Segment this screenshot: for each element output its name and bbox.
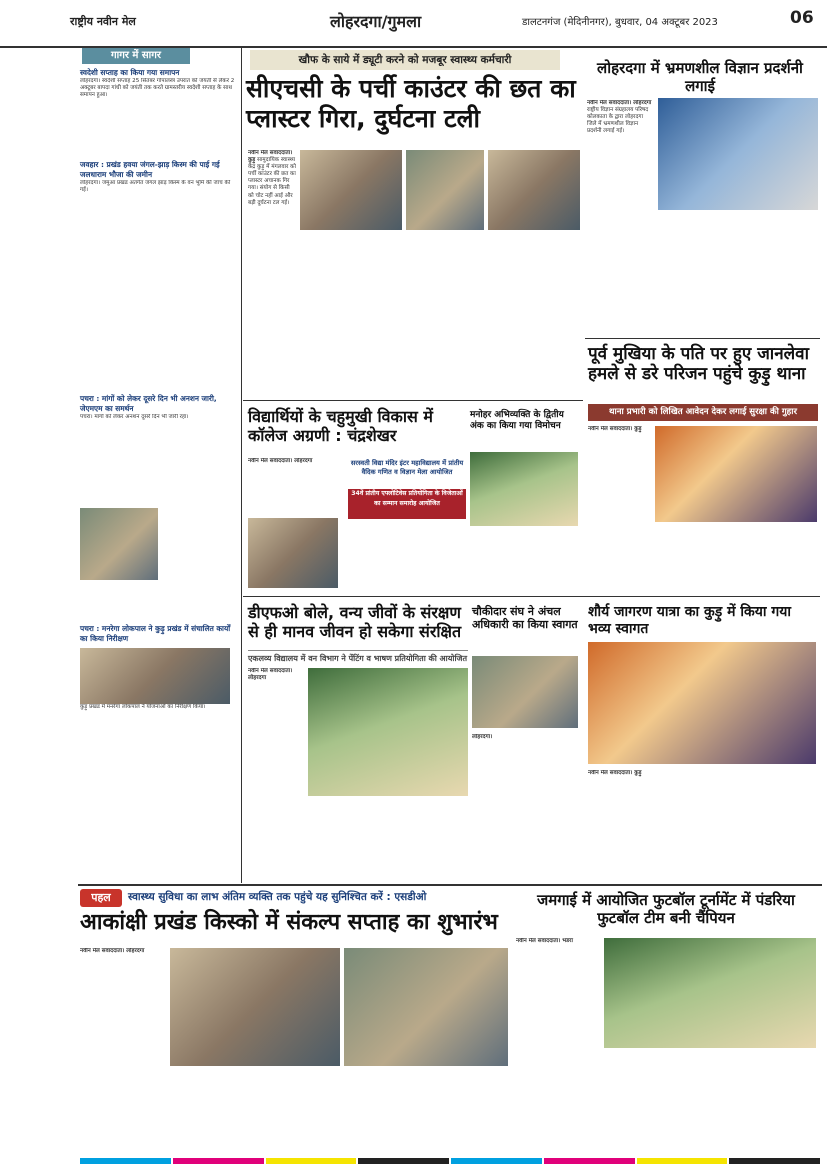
sidebar-body: पचरा। मांगों को लेकर अनशन दूसरे दिन भी जारी रहा। — [80, 414, 189, 420]
lead-headline: सीएचसी के पर्ची काउंटर की छत का प्लास्टर गिरा, दुर्घटना टली — [246, 74, 576, 133]
mukhiya-sub: थाना प्रभारी को लिखित आवेदन देकर लगाई सुरक्षा की गुहार — [588, 404, 818, 421]
chowkidar-headline: चौकीदार संघ ने अंचल अधिकारी का किया स्वागत — [472, 605, 578, 631]
sidebar-body: लोहरदगा। स्वदेशी सप्ताह 25 सितंबर गोपालस्त्र उपरांत को जयंती से लेकर 2 अक्टूबर बापदा गांधी को जयंती तक करते ग्रामस्तरीय स्वदेशी सप्ताह के साथ समापन हुआ। — [80, 78, 235, 99]
dfo-sub: एकलव्य विद्यालय में वन विभाग ने पेंटिंग व भाषण प्रतियोगिता की आयोजित — [248, 650, 468, 664]
color-swatch — [80, 1158, 171, 1164]
sidebar-header: गागर में सागर — [82, 48, 190, 64]
color-swatch — [729, 1158, 820, 1164]
students-sub2: 34वें प्रांतीय एफ्लोटिवेस प्रतियोगिता के विजेताओं का सम्मान समारोह आयोजित — [348, 489, 466, 519]
manohar-photo — [470, 452, 578, 526]
sidebar-headline: पचरा : मनरेगा लोकपाल ने कुड़ु प्रखंड में संचालित कार्यों का किया निरीक्षण — [80, 624, 231, 643]
color-swatch — [266, 1158, 357, 1164]
sidebar-body: लोहरदगा। जमुआ प्रखंड अंतर्गत जंगल झाड़ किस्म के वन भूमि की जांच की गई। — [80, 180, 231, 194]
divider — [585, 338, 820, 339]
color-swatch — [637, 1158, 728, 1164]
byline: नवीन मेल संवाददाता। लोहरदगा — [80, 948, 145, 954]
dfo-body — [248, 668, 304, 878]
kisko-headline: आकांक्षी प्रखंड किस्को में संकल्प सप्ताह का शुभारंभ — [80, 910, 498, 935]
science-headline: लोहरदगा में भ्रमणशील विज्ञान प्रदर्शनी लगाई — [597, 59, 803, 95]
lead-photo — [488, 150, 580, 230]
byline: नवीन मेल संवाददाता। कुड़ु — [248, 150, 293, 164]
manohar-headline: मनोहर अभिव्यक्ति के द्वितीय अंक का किया गया विमोचन — [470, 410, 564, 431]
section-title: लोहरदगा/गुमला — [330, 12, 422, 31]
color-registration-bar — [80, 1158, 820, 1164]
pahal-badge: पहल — [80, 889, 122, 907]
sidebar-body: कुड़ु प्रखंड में मनरेगा लोकपाल ने योजनाओं का निरीक्षण किया। — [80, 704, 206, 710]
color-swatch — [451, 1158, 542, 1164]
students-photo — [248, 518, 338, 588]
kisko-photo — [344, 948, 508, 1066]
bottom-strip-text: स्वास्थ्य सुविधा का लाभ अंतिम व्यक्ति तक पहुंचे यह सुनिश्चित करें : एसडीओ — [128, 891, 427, 903]
page-number: 06 — [790, 8, 814, 28]
students-sub: सरस्वती विद्या मंदिर इंटर महाविद्यालय में प्रांतीय वैदिक गणित व विज्ञान मेला आयोजित — [350, 459, 464, 476]
byline: नवीन मेल संवाददाता। कुड़ु — [588, 426, 642, 432]
chowkidar-photo — [472, 656, 578, 728]
football-body — [516, 938, 600, 1138]
mukhiya-photo — [655, 426, 817, 522]
science-photo — [658, 98, 818, 210]
dateline: डालटनगंज (मेदिनीनगर), बुधवार, 04 अक्टूबर 2023 — [522, 17, 718, 28]
kisko-body — [80, 948, 164, 1148]
sidebar-photo — [80, 648, 230, 704]
shaurya-body — [588, 770, 816, 880]
lead-strap: खौफ के साये में ड्यूटी करने को मजबूर स्वास्थ्य कर्मचारी — [250, 50, 560, 70]
column-rule — [241, 48, 242, 883]
chowkidar-body — [472, 734, 578, 874]
lead-text: सामुदायिक स्वास्थ्य केंद्र कुड़ु में मंगलवार को पर्ची काउंटर की छत का प्लास्टर अचानक गिर गया। संयोग से किसी को चोट नहीं आई और बड़ी दुर्घटना टल गई। — [248, 157, 296, 206]
sidebar-headline: स्वदेशी सप्ताह का किया गया समापन — [80, 68, 180, 77]
dfo-photo — [308, 668, 468, 796]
color-swatch — [358, 1158, 449, 1164]
students-headline: विद्यार्थियों के चहुमुखी विकास में कॉलेज अग्रणी : चंद्रशेखर — [248, 407, 433, 445]
lead-photo — [406, 150, 484, 230]
lead-photo — [300, 150, 402, 230]
sidebar-photo — [80, 508, 158, 580]
divider — [243, 400, 583, 401]
byline: नवीन मेल संवाददाता। भंडरा — [516, 938, 573, 944]
science-body — [587, 100, 653, 220]
football-photo — [604, 938, 816, 1048]
divider — [243, 596, 820, 597]
byline: लोहरदगा। — [472, 734, 493, 740]
shaurya-headline: शौर्य जागरण यात्रा का कुड़ु में किया गया भव्य स्वागत — [588, 604, 791, 637]
dfo-headline: डीएफओ बोले, वन्य जीवों के संरक्षण से ही मानव जीवन हो सकेगा संरक्षित — [248, 603, 462, 641]
color-swatch — [544, 1158, 635, 1164]
byline: नवीन मेल संवाददाता। लोहरदगा — [248, 668, 293, 682]
football-headline: जमगाई में आयोजित फुटबॉल टूर्नामेंट में पंडरिया फुटबॉल टीम बनी चैंपियन — [537, 891, 795, 927]
sidebar-column — [80, 68, 238, 834]
divider — [78, 884, 822, 886]
byline: नवीन मेल संवाददाता। लोहरदगा — [248, 458, 313, 464]
newspaper-logo: राष्ट्रीय नवीन मेल — [70, 15, 136, 28]
mukhiya-headline: पूर्व मुखिया के पति पर हुए जानलेवा हमले से डरे परिजन पहुंचे कुड़ु थाना — [588, 344, 810, 385]
sidebar-headline: पचरा : मांगों को लेकर दूसरे दिन भी अनशन जारी, जेएमएम का समर्थन — [80, 394, 217, 413]
byline: नवीन मेल संवाददाता। कुड़ु — [588, 770, 642, 776]
science-text: राष्ट्रीय विज्ञान संग्रहालय परिषद कोलकाता के द्वारा लोहरदगा जिले में भ्रमणशील विज्ञान प्रदर्शनी लगाई गई। — [587, 107, 649, 135]
byline: नवीन मेल संवाददाता। लोहरदगा — [587, 100, 652, 106]
color-swatch — [173, 1158, 264, 1164]
kisko-photo — [170, 948, 340, 1066]
lead-body — [248, 150, 296, 400]
sidebar-headline: जवहार : प्रखंड हवया जंगल-झाड़ किस्म की पाई गई जलधाराम भौजा की जमीन — [80, 160, 220, 179]
shaurya-photo — [588, 642, 816, 764]
